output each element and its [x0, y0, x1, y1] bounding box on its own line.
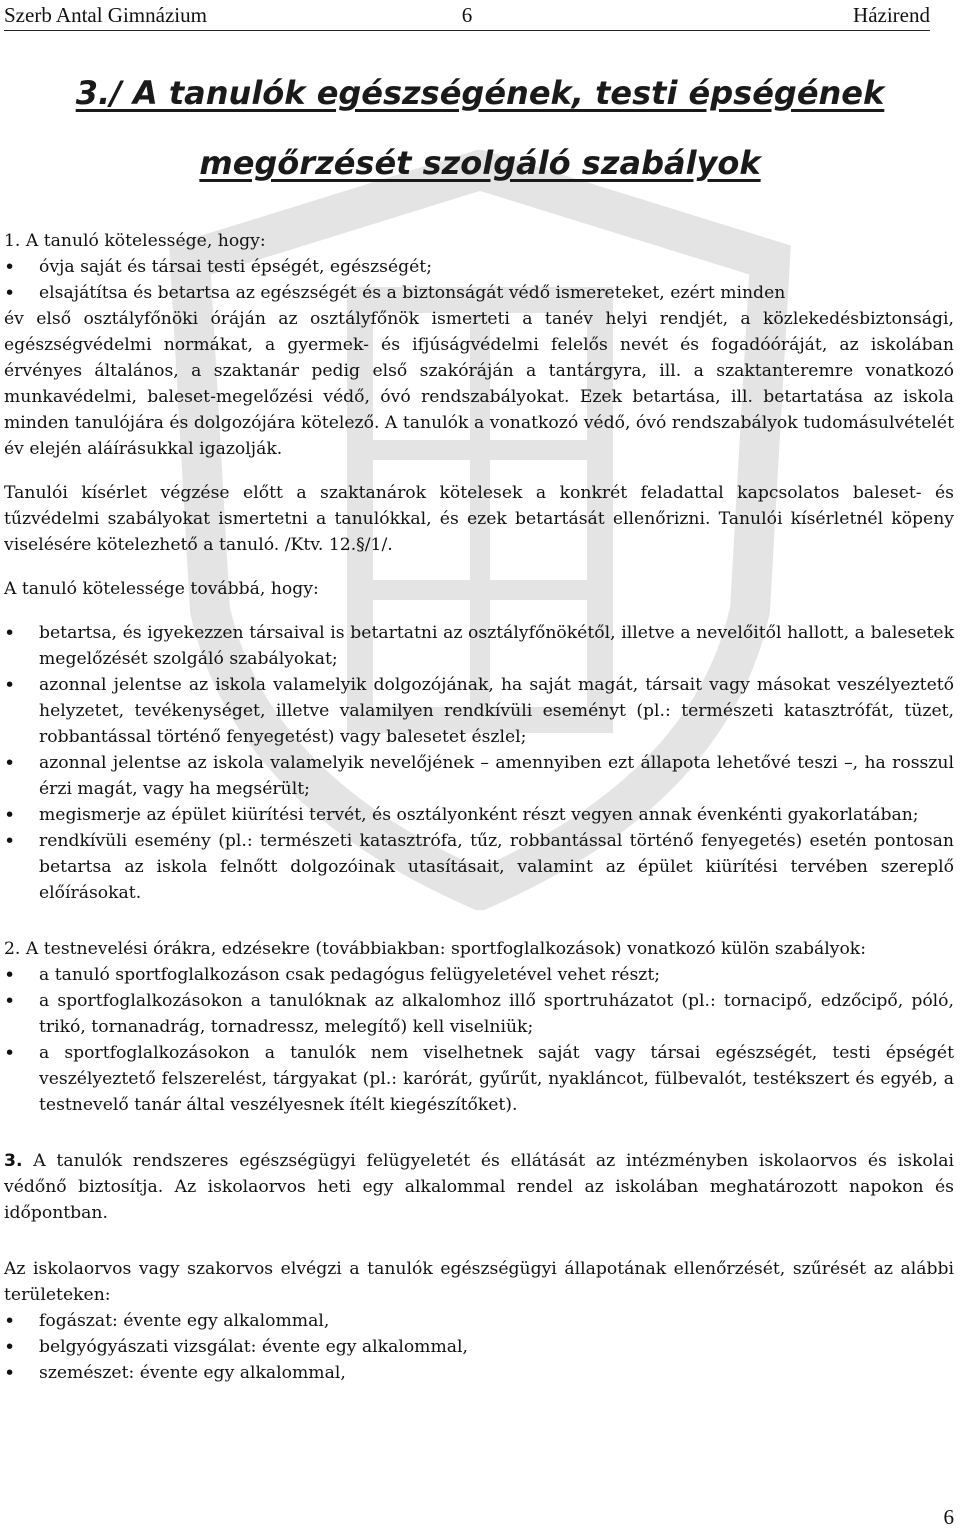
- section-1-intro: 1. A tanuló kötelessége, hogy:: [4, 231, 266, 251]
- header-document-name: Házirend: [853, 2, 930, 27]
- list-item: • szemészet: évente egy alkalommal,: [4, 1360, 954, 1386]
- section-2-intro: 2. A testnevelési órákra, edzésekre (továbbiakban: sportfoglalkozások) vonatkozó külön szabályok:: [4, 939, 867, 959]
- footer-page-number: 6: [943, 1505, 954, 1529]
- page-header: [4, 0, 930, 31]
- list-item: • rendkívüli esemény (pl.: természeti katasztrófa, tűz, robbantással történő fenyegetés) esetén pontosan betartsa az iskola felnőtt dolgozóinak utasításait, valamint az épület kiürítési tervében szereplő előírásokat.: [4, 828, 954, 906]
- section-3-number: 3.: [4, 1151, 23, 1171]
- list-item: • megismerje az épület kiürítési tervét, és osztályonként részt vegyen annak évenkénti gyakorlatában;: [4, 802, 954, 828]
- experiment-paragraph: Tanulói kísérlet végzése előtt a szaktanárok kötelesek a konkrét feladattal kapcsolatos baleset- és tűzvédelmi szabályokat ismertetni a tanulókkal, és ezek betartását ellenőrizni. Tanulói kísérletnél köpeny viselésére kötelezhető a tanuló. /Ktv. 12.§/1/.: [4, 483, 954, 555]
- list-item: • óvja saját és társai testi épségét, egészségét;: [4, 254, 954, 280]
- header-school-name: Szerb Antal Gimnázium: [4, 2, 207, 27]
- section-title: [0, 58, 960, 198]
- doctor-intro: Az iskolaorvos vagy szakorvos elvégzi a tanulók egészségügyi állapotának ellenőrzését, szűrését az alábbi területeken:: [4, 1259, 954, 1305]
- list-item: • azonnal jelentse az iskola valamelyik dolgozójának, ha saját magát, társait vagy másokat veszélyeztető helyzetet, tevékenységet, illetve valamilyen rendkívüli eseményt (pl.: természeti katasztrófát, tüzet, robbantással történő fenyegetést) vagy balesetet észlel;: [4, 672, 954, 750]
- section-3-paragraph: [4, 1148, 954, 1226]
- list-item: • belgyógyászati vizsgálat: évente egy alkalommal,: [4, 1334, 954, 1360]
- list-item: • fogászat: évente egy alkalommal,: [4, 1308, 954, 1334]
- list-item: • betartsa, és igyekezzen társaival is betartatni az osztályfőnökétől, illetve a nevelőitől hallott, a balesetek megelőzését szolgáló szabályokat;: [4, 620, 954, 672]
- section-1-continuation: év első osztályfőnöki óráján az osztályfőnök ismerteti a tanév helyi rendjét, a közlekedésbiztonsági, egészségvédelmi normákat, a gyermek- és ifjúságvédelmi felelős nevét és fogadóóráját, az iskolában érvényes általános, a szaktanár pedig első szakóráján a tantárgyra, ill. a szaktanteremre vonatkozó munkavédelmi, baleset-megelőzési védő, óvó rendszabályokat. Ezek betartása, ill. betartatása az iskola minden tanulójára és dolgozójára kötelező. A tanulók a vonatkozó védő, óvó rendszabályok tudomásulvételét év elején aláírásukkal igazolják.: [4, 309, 954, 459]
- list-item: • a sportfoglalkozásokon a tanulóknak az alkalomhoz illő sportruházatot (pl.: tornacipő, edzőcipő, póló, trikó, tornanadrág, tornadressz, melegítő) kell viselniük;: [4, 988, 954, 1040]
- document-body: [4, 228, 954, 1386]
- list-item: • elsajátítsa és betartsa az egészségét és a biztonságát védő ismereteket, ezért minden: [4, 280, 954, 306]
- further-duties-intro: A tanuló kötelessége továbbá, hogy:: [4, 579, 319, 599]
- list-item: • a sportfoglalkozásokon a tanulók nem viselhetnek saját vagy társai egészségét, testi épségét veszélyeztető felszerelést, tárgyakat (pl.: karórát, gyűrűt, nyakláncot, fülbevalót, testékszert és egyéb, a testnevelő tanár által veszélyesnek ítélt kiegészítőket).: [4, 1040, 954, 1118]
- section-title-line-1: 3./ A tanulók egészségének, testi épségének: [75, 74, 885, 112]
- list-item: • azonnal jelentse az iskola valamelyik nevelőjének – amennyiben ezt állapota lehetővé teszi –, ha rosszul érzi magát, vagy ha megsérült;: [4, 750, 954, 802]
- header-page-number: 6: [461, 2, 473, 27]
- section-title-line-2: megőrzését szolgáló szabályok: [199, 144, 761, 182]
- section-3-text: A tanulók rendszeres egészségügyi felügyeletét és ellátását az intézményben iskolaorvos és iskolai védőnő biztosítja. Az iskolaorvos heti egy alkalommal rendel az iskolában meghatározott napokon és időpontban.: [4, 1151, 955, 1223]
- list-item: • a tanuló sportfoglalkozáson csak pedagógus felügyeletével vehet részt;: [4, 962, 954, 988]
